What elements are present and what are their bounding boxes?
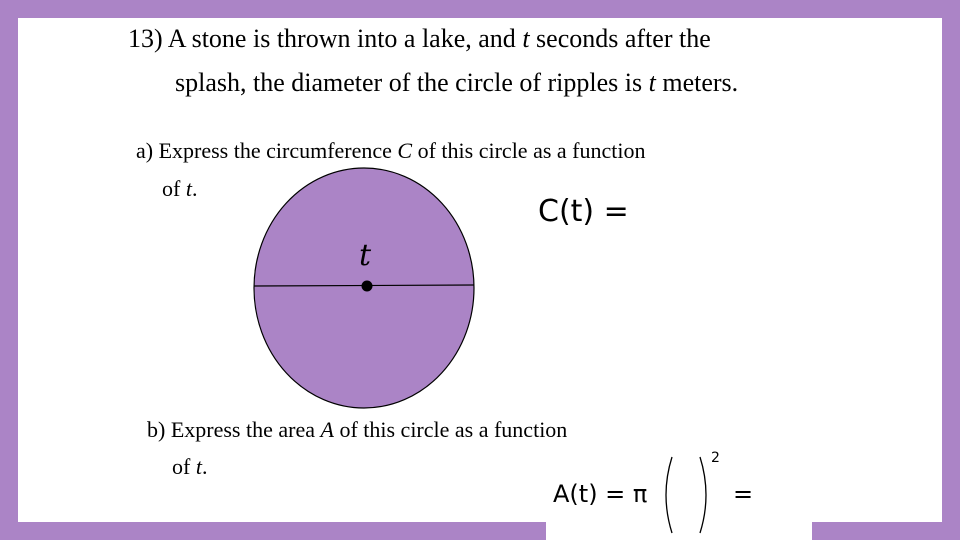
problem-line-2: [175, 68, 738, 98]
variable-t: t: [195, 454, 202, 479]
ripple-circle-diagram: [240, 160, 490, 410]
part-b-line-2: [172, 454, 207, 480]
problem-text-1a: A stone is thrown into a lake, and: [167, 24, 516, 53]
left-paren: [666, 457, 672, 533]
circumference-formula: C(t) =: [538, 194, 629, 229]
right-paren: [700, 457, 706, 533]
part-a-label: a) Express the circumference: [136, 138, 392, 163]
part-b-of: of: [172, 454, 191, 479]
part-a-text: of this circle as a function: [417, 138, 646, 163]
variable-t: t: [185, 176, 192, 201]
variable-t: t: [648, 68, 656, 97]
part-a-of: of: [162, 176, 181, 201]
problem-text-1b: seconds after the: [536, 24, 711, 53]
area-formula-parentheses: [660, 455, 712, 535]
area-exponent: 2: [711, 450, 720, 466]
problem-text-2a: splash, the diameter of the circle of ripples is: [175, 68, 643, 97]
period: .: [201, 454, 208, 479]
area-formula-lhs: A(t) = π: [553, 480, 648, 508]
variable-A: A: [320, 417, 334, 442]
part-b-label: b) Express the area: [147, 417, 315, 442]
period: .: [191, 176, 198, 201]
variable-C: C: [397, 138, 413, 163]
variable-t: t: [522, 24, 530, 53]
diameter-label: t: [359, 238, 372, 273]
problem-line-1: [128, 24, 711, 54]
center-point: [362, 281, 373, 292]
part-b-line-1: [147, 417, 567, 443]
area-formula-rhs: =: [733, 480, 754, 508]
problem-text-2b: meters.: [662, 68, 739, 97]
part-b-text: of this circle as a function: [339, 417, 568, 442]
part-a-line-2: [162, 176, 197, 202]
problem-number: 13): [128, 24, 163, 53]
